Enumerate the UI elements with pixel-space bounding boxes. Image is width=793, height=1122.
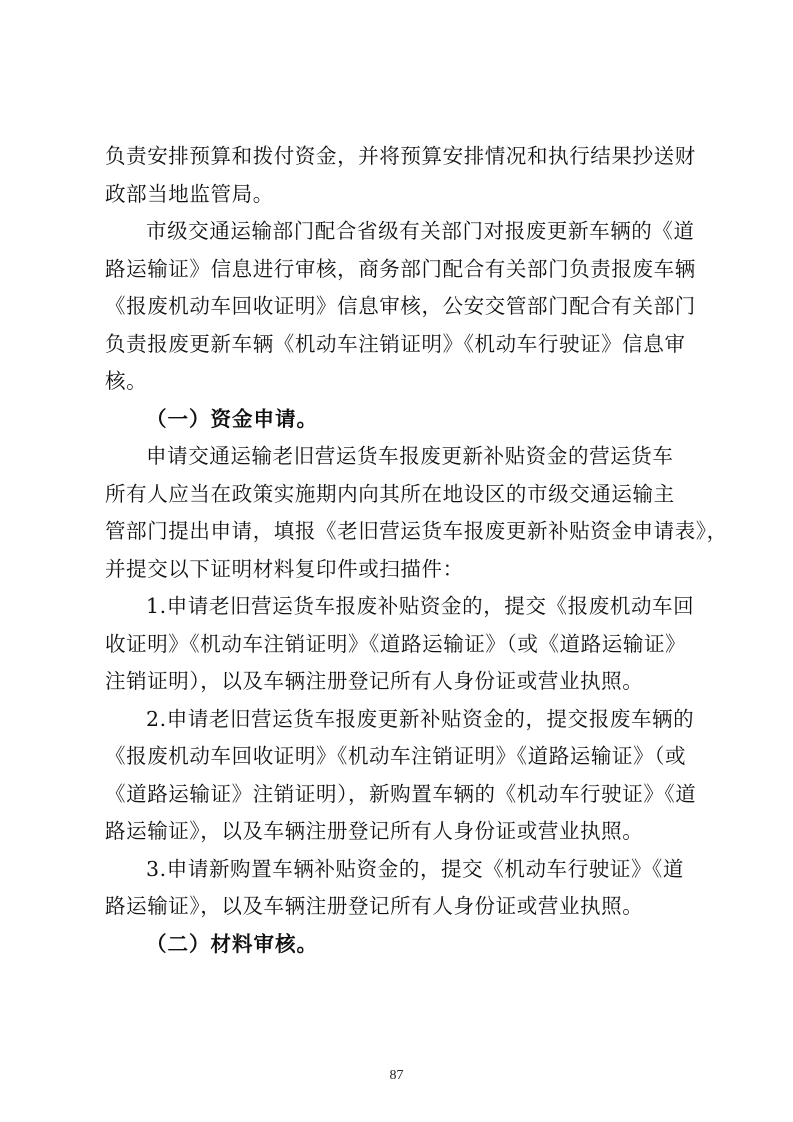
text-line: 核。 [105,369,148,393]
paragraph [105,438,728,588]
section-heading [105,401,695,439]
text-line: 负责报废更新车辆《机动车注销证明》《机动车行驶证》信息审 [105,331,686,356]
text-line: 所有人应当在政策实施期内向其所在地设区的市级交通运输主 [105,481,675,506]
text-line: 路运输证》，以及车辆注册登记所有人身份证或营业执照。 [105,819,644,843]
body-text [105,138,728,963]
text-line: 市级交通运输部门配合省级有关部门对报废更新车辆的《道 [146,219,695,243]
text-line: 注销证明），以及车辆注册登记所有人身份证或营业执照。 [105,669,644,693]
text-line: 《报废机动车回收证明》信息审核，公安交管部门配合有关部门 [105,294,696,318]
text-line: （一）资金申请。 [146,406,318,431]
text-line: 2.申请老旧营运货车报废更新补贴资金的，提交报废车辆的 [146,706,695,731]
text-line: 《报废机动车回收证明》《机动车注销证明》《道路运输证》（或 [105,744,687,768]
text-line: 1.申请老旧营运货车报废补贴资金的，提交《报废机动车回 [146,594,695,618]
text-line: 路运输证》信息进行审核，商务部门配合有关部门负责报废车辆 [105,256,696,281]
text-line: 3.申请新购置车辆补贴资金的，提交《机动车行驶证》《道 [146,856,685,881]
text-line: 申请交通运输老旧营运货车报废更新补贴资金的营运货车 [146,444,674,468]
text-line: 路运输证》，以及车辆注册登记所有人身份证或营业执照。 [105,894,644,918]
text-line: 管部门提出申请，填报《老旧营运货车报废更新补贴资金申请表》， [105,519,728,543]
text-line: 《道路运输证》注销证明），新购置车辆的《机动车行驶证》《道 [105,781,697,806]
text-line: 并提交以下证明材料复印件或扫描件： [105,556,464,581]
section-heading [105,926,695,964]
text-line: 政部当地监管局。 [105,181,274,206]
page-number: 87 [389,1068,404,1083]
text-line: 负责安排预算和拨付资金，并将预算安排情况和执行结果抄送财 [105,144,696,168]
paragraph [105,138,695,213]
text-line: 收证明》《机动车注销证明》《道路运输证》（或《道路运输证》 [105,631,687,656]
paragraph [105,588,695,701]
text-line: （二）材料审核。 [146,931,318,956]
paragraph [105,213,695,401]
paragraph [105,701,695,851]
paragraph [105,851,695,926]
